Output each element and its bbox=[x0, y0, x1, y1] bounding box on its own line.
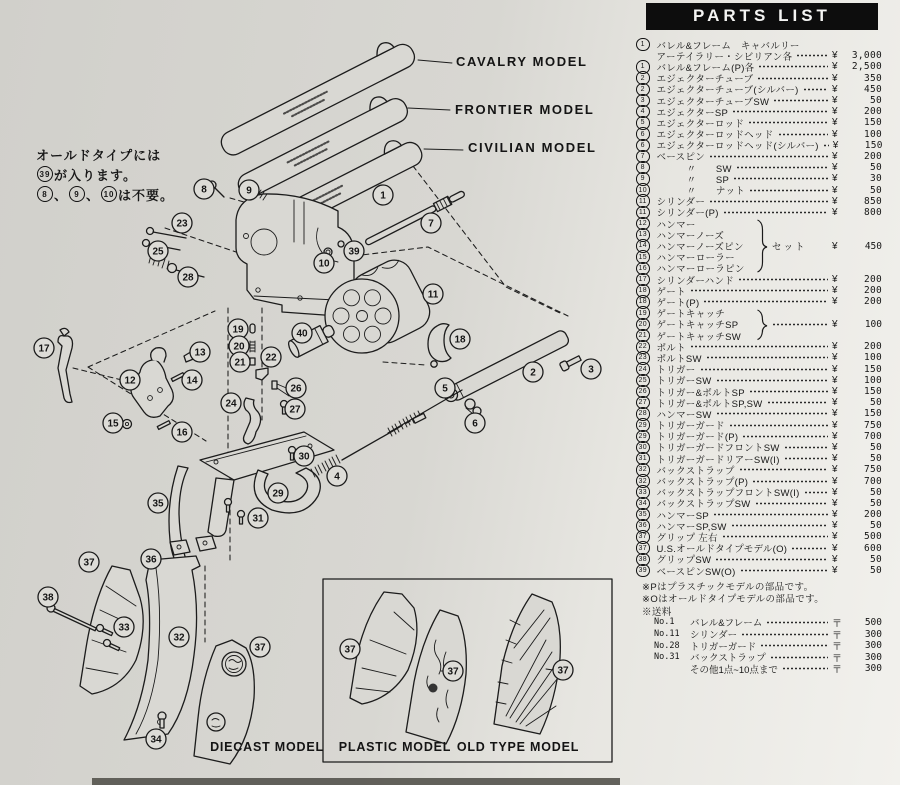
parts-row: 5 エジェクターロッド ¥ 150 bbox=[628, 117, 882, 128]
circled-number: 4 bbox=[636, 105, 650, 119]
parts-list-panel bbox=[628, 0, 882, 675]
parts-row: 32 バックストラップ ¥ 750 bbox=[628, 464, 882, 475]
part-balloon-4 bbox=[327, 466, 347, 486]
parts-row: 34 バックストラップSW ¥ 50 bbox=[628, 498, 882, 509]
svg-text:36: 36 bbox=[145, 554, 157, 566]
svg-text:1: 1 bbox=[380, 190, 386, 202]
circled-number: 13 bbox=[636, 228, 650, 242]
svg-text:10: 10 bbox=[318, 258, 330, 270]
parts-row: 4 エジェクターSP ¥ 200 bbox=[628, 106, 882, 117]
svg-text:13: 13 bbox=[194, 347, 206, 359]
svg-text:27: 27 bbox=[289, 404, 301, 416]
circled-number: 39 bbox=[636, 564, 650, 578]
model-label: CAVALRY MODEL bbox=[456, 54, 588, 69]
svg-text:32: 32 bbox=[173, 632, 185, 644]
old-type-note-line: 8 、 9 、 10 は不要。 bbox=[36, 184, 174, 204]
part-balloon-10 bbox=[314, 253, 334, 273]
circled-number: 11 bbox=[636, 194, 650, 208]
part-balloon-5 bbox=[435, 378, 455, 398]
circled-number: 18 bbox=[636, 284, 650, 298]
parts-notes bbox=[642, 580, 882, 617]
model-label: CIVILIAN MODEL bbox=[468, 140, 597, 155]
svg-text:14: 14 bbox=[186, 375, 198, 387]
circled-number: 29 bbox=[636, 430, 650, 444]
circled-number: 1 bbox=[636, 60, 650, 74]
svg-text:22: 22 bbox=[265, 352, 277, 364]
note-line: ※送料 bbox=[642, 606, 672, 618]
parts-row: 37 U.S.オールドタイプモデル(O) ¥ 600 bbox=[628, 543, 882, 554]
parts-rows bbox=[628, 39, 882, 576]
parts-row: 30 トリガーガードフロントSW ¥ 50 bbox=[628, 442, 882, 453]
part-balloon-30 bbox=[294, 446, 314, 466]
part-balloon-35 bbox=[148, 493, 168, 513]
circled-number: 37 bbox=[636, 530, 650, 544]
shipping-row: その他1点~10点まで 〒 300 bbox=[690, 663, 882, 677]
circled-number: 25 bbox=[636, 374, 650, 388]
note-line: ※Pはプラスチックモデルの部品です。 bbox=[642, 582, 814, 594]
parts-row: 23 ボルトSW ¥ 100 bbox=[628, 352, 882, 363]
part-balloon-37 bbox=[340, 639, 360, 659]
parts-row: 2 エジェクターチューブ ¥ 350 bbox=[628, 73, 882, 84]
svg-text:7: 7 bbox=[428, 218, 434, 230]
parts-row: 11 シリンダー ¥ 850 bbox=[628, 196, 882, 207]
part-balloon-22 bbox=[261, 347, 281, 367]
parts-row: 7 ベースピン ¥ 200 bbox=[628, 151, 882, 162]
parts-row: 39 ベースピンSW(O) ¥ 50 bbox=[628, 565, 882, 576]
parts-row: 9 〃 SP ¥ 30 bbox=[628, 173, 882, 184]
parts-row: 28 ハンマーSW ¥ 150 bbox=[628, 408, 882, 419]
circled-number: 8 bbox=[636, 161, 650, 175]
caption-label: OLD TYPE MODEL bbox=[456, 740, 580, 754]
circled-number: 5 bbox=[636, 116, 650, 130]
circled-number: 23 bbox=[636, 351, 650, 365]
part-balloon-37 bbox=[250, 637, 270, 657]
svg-text:29: 29 bbox=[272, 488, 284, 500]
circled-number: 30 bbox=[636, 441, 650, 455]
svg-text:35: 35 bbox=[152, 498, 164, 510]
circled-number: 8 bbox=[37, 186, 53, 202]
shipping-row: No.28 トリガーガード 〒 300 bbox=[654, 640, 882, 654]
parts-row: 18 ゲート(P) ¥ 200 bbox=[628, 296, 882, 307]
svg-text:21: 21 bbox=[234, 357, 246, 369]
shipping-row: No.31 バックストラップ 〒 300 bbox=[654, 651, 882, 665]
parts-row: 38 グリップSW ¥ 50 bbox=[628, 554, 882, 565]
circled-number: 26 bbox=[636, 385, 650, 399]
circled-number: 28 bbox=[636, 407, 650, 421]
circled-number: 31 bbox=[636, 452, 650, 466]
svg-text:8: 8 bbox=[201, 184, 207, 196]
svg-text:16: 16 bbox=[176, 427, 188, 439]
parts-row: 17 シリンダーハンド ¥ 200 bbox=[628, 274, 882, 285]
parts-row: 25 トリガーSW ¥ 100 bbox=[628, 375, 882, 386]
old-type-note bbox=[36, 144, 174, 204]
parts-row: 36 ハンマーSP,SW ¥ 50 bbox=[628, 520, 882, 531]
old-type-note-line: 39 が入ります。 bbox=[36, 164, 174, 184]
parts-row: 22 ボルト ¥ 200 bbox=[628, 341, 882, 352]
parts-row: アーテイラリー・シビリアン各 ¥ 3,000 bbox=[656, 50, 882, 63]
svg-text:37: 37 bbox=[83, 557, 95, 569]
parts-row: 33 バックストラップフロントSW(I) ¥ 50 bbox=[628, 487, 882, 498]
part-balloon-23 bbox=[172, 213, 192, 233]
part-balloon-7 bbox=[421, 213, 441, 233]
part-balloon-40 bbox=[292, 323, 312, 343]
svg-text:2: 2 bbox=[530, 367, 536, 379]
circled-number: 6 bbox=[636, 139, 650, 153]
part-balloon-37 bbox=[553, 660, 573, 680]
svg-text:37: 37 bbox=[447, 666, 459, 678]
circled-number: 35 bbox=[636, 508, 650, 522]
part-balloon-8 bbox=[194, 179, 214, 199]
circled-number: 6 bbox=[636, 127, 650, 141]
parts-row: 6 エジェクターロッドヘッド ¥ 100 bbox=[628, 129, 882, 140]
circled-number: 32 bbox=[636, 463, 650, 477]
parts-row: 29 トリガーガード(P) ¥ 700 bbox=[628, 431, 882, 442]
parts-row: 8 〃 SW ¥ 50 bbox=[628, 162, 882, 173]
part-balloon-37 bbox=[79, 552, 99, 572]
part-balloon-16 bbox=[172, 422, 192, 442]
circled-number: 38 bbox=[636, 553, 650, 567]
circled-number: 33 bbox=[636, 485, 650, 499]
circled-number: 37 bbox=[636, 541, 650, 555]
svg-text:23: 23 bbox=[176, 218, 188, 230]
parts-row: 1 バレル&フレーム(P)各 ¥ 2,500 bbox=[628, 61, 882, 72]
svg-text:6: 6 bbox=[472, 418, 478, 430]
trigger bbox=[244, 398, 261, 444]
circled-number: 15 bbox=[636, 250, 650, 264]
svg-text:34: 34 bbox=[150, 734, 162, 746]
part-balloon-11 bbox=[423, 284, 443, 304]
parts-group-row: 12 ハンマー 13 ハンマーノーズ 14 ハンマーノーズピン 15 ハンマーローラー 16 ハンマーローラピン セット ¥ 450 bbox=[628, 218, 882, 274]
part-balloon-9 bbox=[239, 180, 259, 200]
circled-number: 14 bbox=[636, 239, 650, 253]
circled-number: 9 bbox=[636, 172, 650, 186]
parts-row: 3 エジェクターチューブSW ¥ 50 bbox=[628, 95, 882, 106]
circled-number: 10 bbox=[101, 186, 117, 202]
caption-label: PLASTIC MODEL bbox=[338, 740, 452, 754]
part-balloon-36 bbox=[141, 549, 161, 569]
shipping-row: No.1 バレル&フレーム 〒 500 bbox=[654, 616, 882, 630]
circled-number: 19 bbox=[636, 306, 650, 320]
svg-text:30: 30 bbox=[298, 451, 310, 463]
circled-number: 36 bbox=[636, 519, 650, 533]
parts-row: 31 トリガーガードリアーSW(I) ¥ 50 bbox=[628, 453, 882, 464]
circled-number: 7 bbox=[636, 150, 650, 164]
parts-row: 35 ハンマーSP ¥ 200 bbox=[628, 509, 882, 520]
circled-number: 34 bbox=[636, 497, 650, 511]
loading-gate bbox=[428, 324, 451, 367]
svg-text:25: 25 bbox=[152, 246, 164, 258]
svg-text:19: 19 bbox=[232, 324, 244, 336]
circled-number: 24 bbox=[636, 362, 650, 376]
part-balloon-39 bbox=[344, 241, 364, 261]
part-balloon-29 bbox=[268, 483, 288, 503]
svg-text:39: 39 bbox=[348, 246, 360, 258]
part-balloon-13 bbox=[190, 342, 210, 362]
parts-row: 6 エジェクターロッドヘッド(シルバー) ¥ 150 bbox=[628, 140, 882, 151]
part-balloon-2 bbox=[523, 362, 543, 382]
circled-number: 39 bbox=[37, 166, 53, 182]
part-balloon-27 bbox=[285, 399, 305, 419]
circled-number: 32 bbox=[636, 474, 650, 488]
model-label: FRONTIER MODEL bbox=[455, 102, 595, 117]
scan-edge-strip bbox=[92, 778, 620, 785]
parts-row: 11 シリンダー(P) ¥ 800 bbox=[628, 207, 882, 218]
part-balloon-34 bbox=[146, 729, 166, 749]
part-balloon-14 bbox=[182, 370, 202, 390]
circled-number: 18 bbox=[636, 295, 650, 309]
circled-number: 10 bbox=[636, 183, 650, 197]
svg-text:28: 28 bbox=[182, 272, 194, 284]
note-line: ※Oはオールドタイプモデルの部品です。 bbox=[642, 594, 825, 606]
svg-text:20: 20 bbox=[233, 341, 245, 353]
parts-row: 24 トリガー ¥ 150 bbox=[628, 364, 882, 375]
circled-number: 21 bbox=[636, 329, 650, 343]
circled-number: 1 bbox=[636, 38, 650, 52]
old-type-note-line: オールドタイプには bbox=[36, 147, 162, 163]
parts-row: 29 トリガーガード ¥ 750 bbox=[628, 419, 882, 430]
part-balloon-38 bbox=[38, 587, 58, 607]
circled-number: 9 bbox=[69, 186, 85, 202]
svg-text:37: 37 bbox=[344, 644, 356, 656]
svg-text:17: 17 bbox=[38, 343, 50, 355]
svg-text:15: 15 bbox=[107, 418, 119, 430]
part-balloon-33 bbox=[114, 617, 134, 637]
circled-number: 12 bbox=[636, 217, 650, 231]
circled-number: 22 bbox=[636, 340, 650, 354]
svg-text:26: 26 bbox=[290, 383, 302, 395]
svg-text:4: 4 bbox=[334, 471, 340, 483]
part-balloon-26 bbox=[286, 378, 306, 398]
part-balloon-1 bbox=[373, 185, 393, 205]
caption-label: DIECAST MODEL bbox=[210, 740, 324, 754]
circled-number: 2 bbox=[636, 83, 650, 97]
part-balloon-25 bbox=[148, 241, 168, 261]
svg-text:9: 9 bbox=[246, 185, 252, 197]
svg-text:40: 40 bbox=[296, 328, 308, 340]
circled-number: 27 bbox=[636, 396, 650, 410]
parts-list-header: PARTS LIST bbox=[646, 3, 878, 30]
part-balloon-37 bbox=[443, 661, 463, 681]
part-balloon-12 bbox=[120, 370, 140, 390]
svg-text:37: 37 bbox=[254, 642, 266, 654]
parts-group-row: 19 ゲートキャッチ 20 ゲートキャッチSP 21 ゲートキャッチSW ¥ 100 bbox=[628, 308, 882, 342]
parts-row: 27 トリガー&ボルトSP,SW ¥ 50 bbox=[628, 397, 882, 408]
parts-row: 1 バレル&フレーム キャバルリー bbox=[628, 39, 882, 50]
shipping-row: No.11 シリンダー 〒 300 bbox=[654, 628, 882, 642]
parts-row: 10 〃 ナット ¥ 50 bbox=[628, 184, 882, 195]
svg-text:38: 38 bbox=[42, 592, 54, 604]
svg-text:33: 33 bbox=[118, 622, 130, 634]
part-balloon-21 bbox=[230, 352, 250, 372]
cylinder-hand bbox=[58, 328, 73, 402]
part-balloon-24 bbox=[221, 393, 241, 413]
svg-text:24: 24 bbox=[225, 398, 237, 410]
parts-row: 26 トリガー&ボルトSP ¥ 150 bbox=[628, 386, 882, 397]
part-balloon-31 bbox=[248, 508, 268, 528]
part-balloon-15 bbox=[103, 413, 123, 433]
part-balloon-17 bbox=[34, 338, 54, 358]
parts-row: 32 バックストラップ(P) ¥ 700 bbox=[628, 475, 882, 486]
part-balloon-3 bbox=[581, 359, 601, 379]
circled-number: 11 bbox=[636, 206, 650, 220]
svg-text:18: 18 bbox=[454, 334, 466, 346]
shipping-rows bbox=[628, 617, 882, 675]
old-type-grip bbox=[494, 594, 560, 734]
svg-text:3: 3 bbox=[588, 364, 594, 376]
parts-row: 18 ゲート ¥ 200 bbox=[628, 285, 882, 296]
svg-text:5: 5 bbox=[442, 383, 448, 395]
circled-number: 2 bbox=[636, 71, 650, 85]
svg-text:11: 11 bbox=[427, 289, 439, 301]
svg-text:37: 37 bbox=[557, 665, 569, 677]
part-balloon-18 bbox=[450, 329, 470, 349]
parts-row: 37 グリップ 左右 ¥ 500 bbox=[628, 531, 882, 542]
circled-number: 3 bbox=[636, 94, 650, 108]
circled-number: 16 bbox=[636, 262, 650, 276]
svg-text:12: 12 bbox=[124, 375, 136, 387]
ejector-tube-screw bbox=[559, 354, 582, 372]
part-balloon-6 bbox=[465, 413, 485, 433]
svg-text:31: 31 bbox=[252, 513, 264, 525]
circled-number: 29 bbox=[636, 418, 650, 432]
part-balloon-28 bbox=[178, 267, 198, 287]
part-balloon-32 bbox=[169, 627, 189, 647]
circled-number: 17 bbox=[636, 273, 650, 287]
circled-number: 20 bbox=[636, 318, 650, 332]
parts-row: 2 エジェクターチューブ(シルバー) ¥ 450 bbox=[628, 84, 882, 95]
ejector-rod bbox=[388, 390, 462, 436]
